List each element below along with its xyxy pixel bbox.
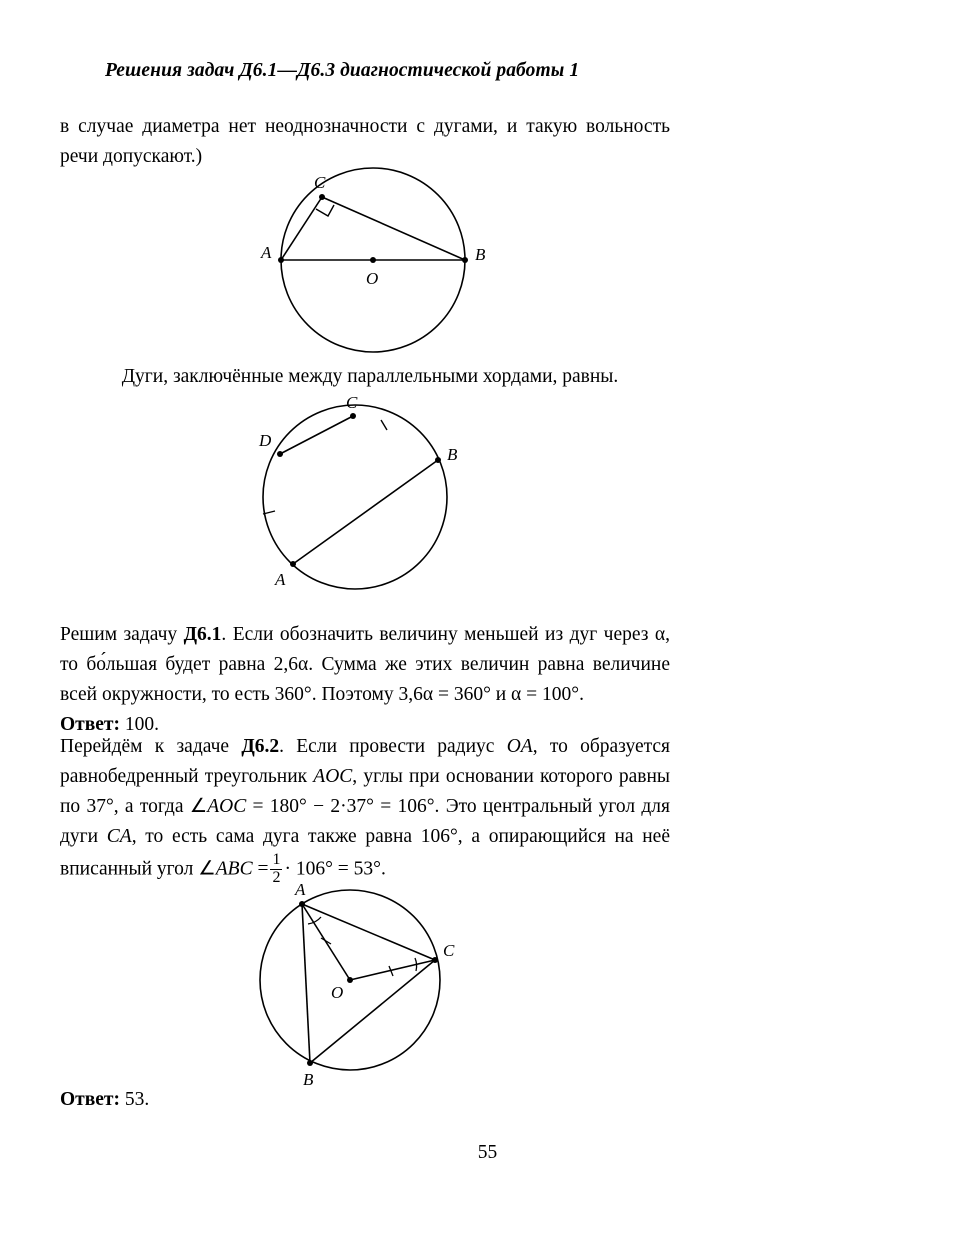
d61-rest: . Если обозначить величину меньшей из дуг через α, то бо́льшая будет равна 2,6α. Сумма же этих величин равна величине всей окружности, то есть 360°. Поэтому 3,6α = 360° и α = 100°. <box>60 624 670 705</box>
paragraph-d62 <box>60 732 670 887</box>
paragraph-intro: в случае диаметра нет неоднозначности с дугами, и такую вольность речи допускают.) <box>60 116 670 167</box>
answer1-value: 100. <box>124 714 160 735</box>
fraction-numerator: 1 <box>272 851 281 868</box>
d62-lead: Перейдём к задаче <box>60 736 242 757</box>
figure3-label-B: B <box>303 1070 314 1089</box>
figure3-label-O: O <box>331 983 344 1002</box>
page-number: 55 <box>477 1142 498 1163</box>
answer1-label: Ответ: <box>60 714 121 735</box>
figure3-label-C: C <box>443 941 455 960</box>
d62-rest-d: = 180° − 2·37° = 106°. Это центральный угол для дуги <box>60 796 670 847</box>
d62-rest-a: . Если провести радиус <box>279 736 507 757</box>
fraction-denominator: 2 <box>272 868 281 886</box>
d61-label: Д6.1 <box>183 624 222 645</box>
figure2-label-B: B <box>447 445 458 464</box>
answer2-value: 53. <box>124 1089 150 1110</box>
paragraph-answer-2 <box>60 1085 680 1115</box>
d62-abc: ABC <box>215 858 253 880</box>
figure1-label-B: B <box>475 245 486 264</box>
circle-parallel-chords-figure <box>235 392 535 607</box>
d62-rest-f: = <box>252 858 269 880</box>
d62-rest-e: , то есть сама дуга также равна 106°, а опирающийся на неё вписанный угол ∠ <box>60 826 670 880</box>
figure1-label-C: C <box>314 173 326 192</box>
circle-thales-figure <box>225 160 525 365</box>
figure3-label-A: A <box>295 880 306 899</box>
d62-rest-g: · 106° = 53°. <box>284 858 386 880</box>
d62-label: Д6.2 <box>241 736 280 757</box>
d62-aoc2: AOC <box>207 796 247 817</box>
d62-aoc: AOC <box>313 766 353 787</box>
circle-inscribed-angle-figure <box>245 880 545 1095</box>
figure2-label-A: A <box>275 570 286 589</box>
figure1-label-A: A <box>261 243 272 262</box>
figure2-label-C: C <box>346 393 358 412</box>
answer2-label: Ответ: <box>60 1089 121 1110</box>
figure2-label-D: D <box>259 431 272 450</box>
d61-lead: Решим задачу <box>60 624 184 645</box>
caption-parallel-chords: Дуги, заключённые между параллельными хордами, равны. <box>121 366 619 387</box>
paragraph-d61 <box>60 620 670 710</box>
d62-oa: OA <box>506 736 533 757</box>
running-head: Решения задач Д6.1—Д6.3 диагностической работы 1 <box>105 60 580 81</box>
figure1-label-O: O <box>366 269 379 288</box>
d62-rest-b: , то образуется равнобедренный треугольник <box>60 736 670 787</box>
d62-rest-c: , углы при основании которого равны по 37°, а тогда ∠ <box>60 766 670 817</box>
d62-ca: CA <box>106 826 132 847</box>
